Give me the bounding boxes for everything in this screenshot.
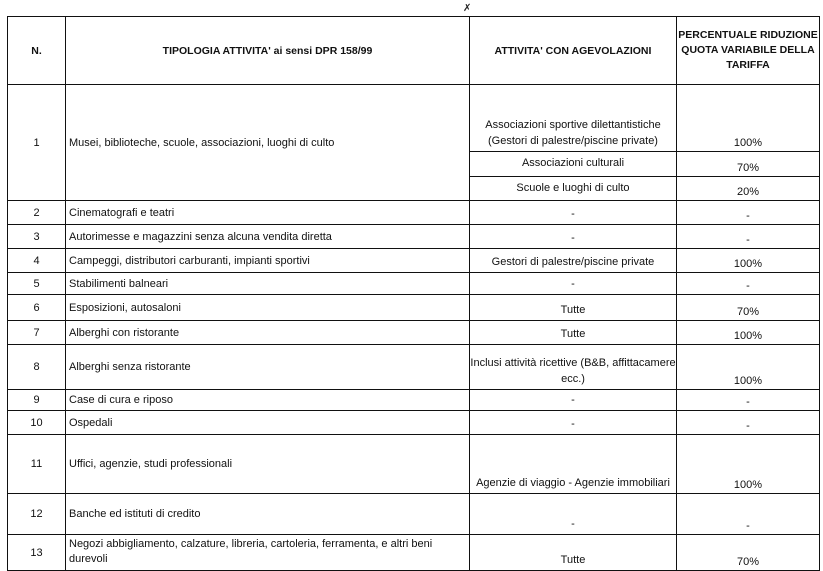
- row-tipologia: Campeggi, distributori carburanti, impianti sportivi: [66, 249, 470, 273]
- row-percentuale: -: [677, 273, 820, 295]
- row-percentuale: 100%: [677, 249, 820, 273]
- header-row: [8, 17, 820, 85]
- table-row: [8, 321, 820, 345]
- row-percentuale: -: [677, 494, 820, 535]
- row-attivita: Scuole e luoghi di culto: [470, 177, 677, 201]
- row-number: 5: [8, 273, 66, 295]
- row-tipologia: Autorimesse e magazzini senza alcuna vendita diretta: [66, 225, 470, 249]
- row-percentuale: 20%: [677, 177, 820, 201]
- row-attivita: -: [470, 225, 677, 249]
- row-attivita: -: [470, 201, 677, 225]
- header-n: N.: [8, 17, 66, 85]
- row-number: 6: [8, 295, 66, 321]
- row-number: 9: [8, 390, 66, 411]
- tariff-reduction-table: [7, 16, 820, 571]
- table-row: [8, 494, 820, 535]
- row-percentuale: 100%: [677, 85, 820, 152]
- table-row: [8, 249, 820, 273]
- row-percentuale: 70%: [677, 152, 820, 177]
- row-attivita: Tutte: [470, 295, 677, 321]
- row-number: 8: [8, 345, 66, 390]
- row-tipologia: Ospedali: [66, 411, 470, 435]
- row-percentuale: 70%: [677, 535, 820, 571]
- row-attivita: Agenzie di viaggio - Agenzie immobiliari: [470, 435, 677, 494]
- row-percentuale: 70%: [677, 295, 820, 321]
- row-number: 3: [8, 225, 66, 249]
- row-percentuale: -: [677, 390, 820, 411]
- table-row: [8, 390, 820, 411]
- table-row: [8, 85, 820, 152]
- row-tipologia: Musei, biblioteche, scuole, associazioni, luoghi di culto: [66, 85, 470, 201]
- row-tipologia: Cinematografi e teatri: [66, 201, 470, 225]
- table-row: [8, 345, 820, 390]
- row-number: 10: [8, 411, 66, 435]
- row-tipologia: Esposizioni, autosaloni: [66, 295, 470, 321]
- row-attivita: -: [470, 411, 677, 435]
- table-row: [8, 295, 820, 321]
- row-tipologia: Alberghi con ristorante: [66, 321, 470, 345]
- row-attivita: Tutte: [470, 535, 677, 571]
- row-attivita: Associazioni culturali: [470, 152, 677, 177]
- row-number: 2: [8, 201, 66, 225]
- row-number: 12: [8, 494, 66, 535]
- handwritten-mark: ✗: [463, 3, 472, 14]
- row-attivita: -: [470, 273, 677, 295]
- row-tipologia: Banche ed istituti di credito: [66, 494, 470, 535]
- row-percentuale: -: [677, 411, 820, 435]
- header-tipologia: TIPOLOGIA ATTIVITA' ai sensi DPR 158/99: [66, 17, 470, 85]
- row-attivita: Associazioni sportive dilettantistiche (Gestori di palestre/piscine private): [470, 85, 677, 152]
- row-tipologia: Stabilimenti balneari: [66, 273, 470, 295]
- row-number: 1: [8, 85, 66, 201]
- row-attivita: Gestori di palestre/piscine private: [470, 249, 677, 273]
- row-tipologia: Case di cura e riposo: [66, 390, 470, 411]
- row-percentuale: 100%: [677, 345, 820, 390]
- row-percentuale: 100%: [677, 435, 820, 494]
- row-percentuale: -: [677, 201, 820, 225]
- row-attivita: -: [470, 390, 677, 411]
- table-row: [8, 225, 820, 249]
- row-percentuale: -: [677, 225, 820, 249]
- row-tipologia: Negozi abbigliamento, calzature, libreria, cartoleria, ferramenta, e altri beni durevoli: [66, 535, 470, 571]
- row-attivita: Tutte: [470, 321, 677, 345]
- row-number: 7: [8, 321, 66, 345]
- table-row: [8, 435, 820, 494]
- row-tipologia: Alberghi senza ristorante: [66, 345, 470, 390]
- row-attivita: -: [470, 494, 677, 535]
- row-number: 11: [8, 435, 66, 494]
- table-row: [8, 273, 820, 295]
- row-percentuale: 100%: [677, 321, 820, 345]
- row-attivita: Inclusi attività ricettive (B&B, affittacamere ecc.): [470, 345, 677, 390]
- row-number: 4: [8, 249, 66, 273]
- row-tipologia: Uffici, agenzie, studi professionali: [66, 435, 470, 494]
- header-percentuale: PERCENTUALE RIDUZIONE QUOTA VARIABILE DELLA TARIFFA: [677, 17, 820, 85]
- header-attivita: ATTIVITA' CON AGEVOLAZIONI: [470, 17, 677, 85]
- table-row: [8, 201, 820, 225]
- row-number: 13: [8, 535, 66, 571]
- table-row: [8, 535, 820, 571]
- table-row: [8, 411, 820, 435]
